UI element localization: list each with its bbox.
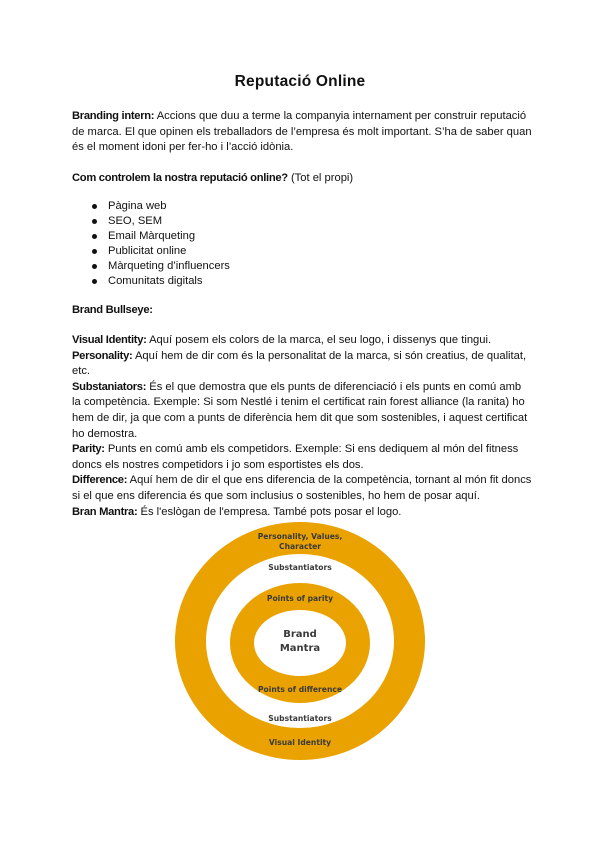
definition-text: Aquí posem els colors de la marca, el seu logo, i dissenys que tingui. <box>146 334 492 346</box>
label-personality-line2: Character <box>279 542 321 551</box>
control-text: (Tot el propi) <box>287 172 354 184</box>
page-title: Reputació Online <box>234 73 366 90</box>
branding-intern-text: Accions que duu a terme la companyia internament per construir reputació de marca. El que opinen els treballadors de l’empresa és molt important. S’ha de saber quan és el moment idoni per fer-ho i l’acció idònia. <box>72 110 532 154</box>
definition-label: Substaniators: <box>72 380 147 393</box>
list-item-text: Màrqueting d’influencers <box>108 260 230 272</box>
control-label: Com controlem la nostra reputació online? <box>72 172 288 184</box>
branding-intern-label: Branding intern: <box>72 110 155 122</box>
label-personality-line1: Personality, Values, <box>257 532 343 541</box>
definition-label: Parity: <box>72 443 105 456</box>
label-brand-mantra-line1: Brand <box>283 629 317 640</box>
label-points-of-parity: Points of parity <box>266 594 334 603</box>
list-item-text: SEO, SEM <box>108 215 163 227</box>
definition-text: És l'eslògan de l'empresa. També pots posar el logo. <box>137 505 402 518</box>
definition-text: Aquí hem de dir el que ens diferencia de la competència, tornant al món fit doncs si el que ens diferencia és que som inclusius o sostenibles, ho hem de posar aquí. <box>72 474 532 502</box>
label-points-of-difference: Points of difference <box>257 685 343 694</box>
definition-label: Difference: <box>72 474 128 487</box>
label-substantiators-top: Substantiators <box>268 563 332 572</box>
label-substantiators-bottom: Substantiators <box>268 714 332 723</box>
definition-text: És el que demostra que els punts de diferenciació i els punts en comú amb la competència. Exemple: Si som Nestlé i tenim el certificat rain forest alliance (la ranita) ho hem de dir, ja que com a punts de diferència hem dit que som sostenibles, i aquest certificat ho demostra. <box>72 380 528 440</box>
definition-label: Bran Mantra: <box>72 505 138 518</box>
bullseye-heading-text: Brand Bullseye: <box>72 304 153 316</box>
definition-text: Punts en comú amb els competidors. Exemple: Si ens dediquem al món del fitness doncs els nostres competidors i jo som esportistes els dos. <box>72 443 519 471</box>
list-item-text: Pàgina web <box>108 200 167 212</box>
definition-label: Personality: <box>72 349 133 362</box>
list-item-text: Email Màrqueting <box>108 230 196 242</box>
label-visual-identity: Visual Identity <box>268 738 332 747</box>
list-item-text: Publicitat online <box>108 245 187 257</box>
list-item-text: Comunitats digitals <box>108 275 203 287</box>
definition-text: Aquí hem de dir com és la personalitat de la marca, si són creatius, de qualitat, etc. <box>72 349 527 378</box>
definition-label: Visual Identity: <box>72 334 147 346</box>
label-brand-mantra-line2: Mantra <box>279 643 321 654</box>
